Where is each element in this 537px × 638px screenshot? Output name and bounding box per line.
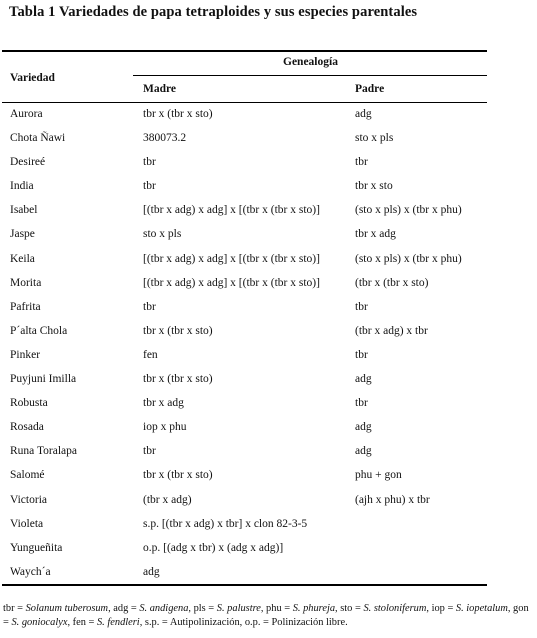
table-row — [0, 443, 500, 467]
table-row — [0, 419, 500, 443]
table-row — [0, 299, 500, 323]
mother-cell: tbr x adg — [143, 397, 184, 410]
variety-cell: Victoria — [10, 493, 47, 506]
table-row — [0, 540, 500, 564]
mother-cell: tbr x (tbr x sto) — [143, 324, 213, 337]
variety-cell: Desireé — [10, 156, 46, 169]
mother-cell: adg — [143, 565, 160, 578]
father-cell: sto x pls — [355, 132, 394, 145]
footnote-code: , sto = — [335, 603, 364, 614]
footnote-code: tbr = — [3, 603, 26, 614]
father-cell: tbr — [355, 156, 368, 169]
table-row — [0, 492, 500, 516]
variety-cell: Violeta — [10, 517, 44, 530]
table-row — [0, 202, 500, 226]
mother-cell: tbr — [143, 180, 156, 193]
mother-cell: iop x phu — [143, 421, 187, 434]
table-row — [0, 395, 500, 419]
footnote-code: , pls = — [188, 603, 217, 614]
footnote-code: , adg = — [108, 603, 140, 614]
variety-cell: Yungueñita — [10, 541, 63, 554]
variety-cell: Pinker — [10, 348, 41, 361]
variety-cell: Isabel — [10, 204, 38, 217]
variety-cell: Waych´a — [10, 565, 51, 578]
variety-cell: Morita — [10, 276, 42, 289]
variety-cell: Pafrita — [10, 300, 41, 313]
table-row — [0, 226, 500, 250]
variety-cell: Chota Ñawi — [10, 132, 66, 145]
father-cell: adg — [355, 445, 372, 458]
father-cell: adg — [355, 373, 372, 386]
species-name: S. iopetalum — [455, 603, 508, 614]
variety-cell: Rosada — [10, 421, 44, 434]
variety-cell: Aurora — [10, 108, 43, 120]
father-cell: phu + gon — [355, 469, 402, 482]
variety-cell: Salomé — [10, 469, 45, 482]
table-body — [0, 106, 500, 588]
variety-header: Variedad — [10, 72, 55, 84]
father-cell: adg — [355, 421, 372, 434]
table-row — [0, 154, 500, 178]
variety-cell: P´alta Chola — [10, 324, 68, 337]
mother-cell: tbr x (tbr x sto) — [143, 373, 213, 386]
father-cell: tbr — [355, 348, 368, 361]
father-cell: tbr — [355, 300, 368, 313]
variety-cell: Robusta — [10, 397, 48, 410]
mother-cell: sto x pls — [143, 228, 182, 241]
mother-cell: fen — [143, 348, 158, 361]
table-row — [0, 106, 500, 130]
variety-cell: India — [10, 180, 34, 193]
father-header: Padre — [355, 83, 385, 95]
genealogy-rule — [133, 75, 487, 76]
footnote-code: , iop = — [426, 603, 456, 614]
mother-cell: [(tbr x adg) x adg] x [(tbr x (tbr x sto)] — [143, 252, 320, 265]
header-rule — [2, 102, 487, 103]
species-name: Solanum tuberosum — [25, 603, 109, 614]
table-row — [0, 130, 500, 154]
table-row — [0, 516, 500, 540]
father-cell: (sto x pls) x (tbr x phu) — [355, 204, 462, 217]
father-cell: (sto x pls) x (tbr x phu) — [355, 252, 462, 265]
mother-header: Madre — [143, 83, 177, 95]
species-name: S. palustre — [216, 603, 261, 614]
mother-cell: tbr — [143, 156, 156, 169]
bottom-rule — [2, 584, 487, 586]
mother-cell: 380073.2 — [143, 132, 187, 145]
species-name: S. goniocalyx — [11, 617, 68, 628]
mother-cell: (tbr x adg) — [143, 493, 192, 506]
mother-cell: tbr — [143, 445, 156, 458]
top-rule — [2, 50, 487, 52]
table-row — [0, 323, 500, 347]
table-row — [0, 371, 500, 395]
mother-cell: [(tbr x adg) x adg] x [(tbr x (tbr x sto)] — [143, 276, 320, 289]
variety-cell: Puyjuni Imilla — [10, 373, 77, 386]
footnote-abbrev: , s.p. = Autipolinización, o.p. = Polinización libre. — [139, 617, 348, 628]
variety-cell: Runa Toralapa — [10, 445, 78, 458]
mother-cell: tbr x (tbr x sto) — [143, 469, 213, 482]
father-cell: (ajh x phu) x tbr — [355, 493, 430, 506]
footnote-code: , phu = — [260, 603, 293, 614]
mother-cell: s.p. [(tbr x adg) x tbr] x clon 82-3-5 — [143, 517, 308, 530]
species-name: S. phureja — [292, 603, 336, 614]
table-row — [0, 178, 500, 202]
mother-cell: tbr x (tbr x sto) — [143, 108, 213, 120]
father-cell: adg — [355, 108, 372, 120]
father-cell: tbr x adg — [355, 228, 396, 241]
father-cell: tbr — [355, 397, 368, 410]
mother-cell: [(tbr x adg) x adg] x [(tbr x (tbr x sto)] — [143, 204, 320, 217]
table-row — [0, 251, 500, 275]
species-name: S. fendleri — [96, 617, 140, 628]
footnote-code: , fen = — [67, 617, 97, 628]
variety-cell: Keila — [10, 252, 35, 265]
species-name: S. andigena — [139, 603, 189, 614]
table-title: Tabla 1 Variedades de papa tetraploides y sus especies parentales — [9, 4, 418, 20]
mother-cell: tbr — [143, 300, 156, 313]
table-row — [0, 347, 500, 371]
table-row — [0, 275, 500, 299]
footnote-code: , gon = — [3, 603, 529, 628]
father-cell: (tbr x adg) x tbr — [355, 324, 428, 337]
species-name: S. stoloniferum — [363, 603, 427, 614]
footnote — [3, 602, 537, 630]
genealogy-header: Genealogía — [283, 56, 338, 68]
father-cell: (tbr x (tbr x sto) — [355, 276, 429, 289]
mother-cell: o.p. [(adg x tbr) x (adg x adg)] — [143, 541, 284, 554]
father-cell: tbr x sto — [355, 180, 393, 193]
variety-cell: Jaspe — [10, 228, 35, 241]
table-row — [0, 467, 500, 491]
